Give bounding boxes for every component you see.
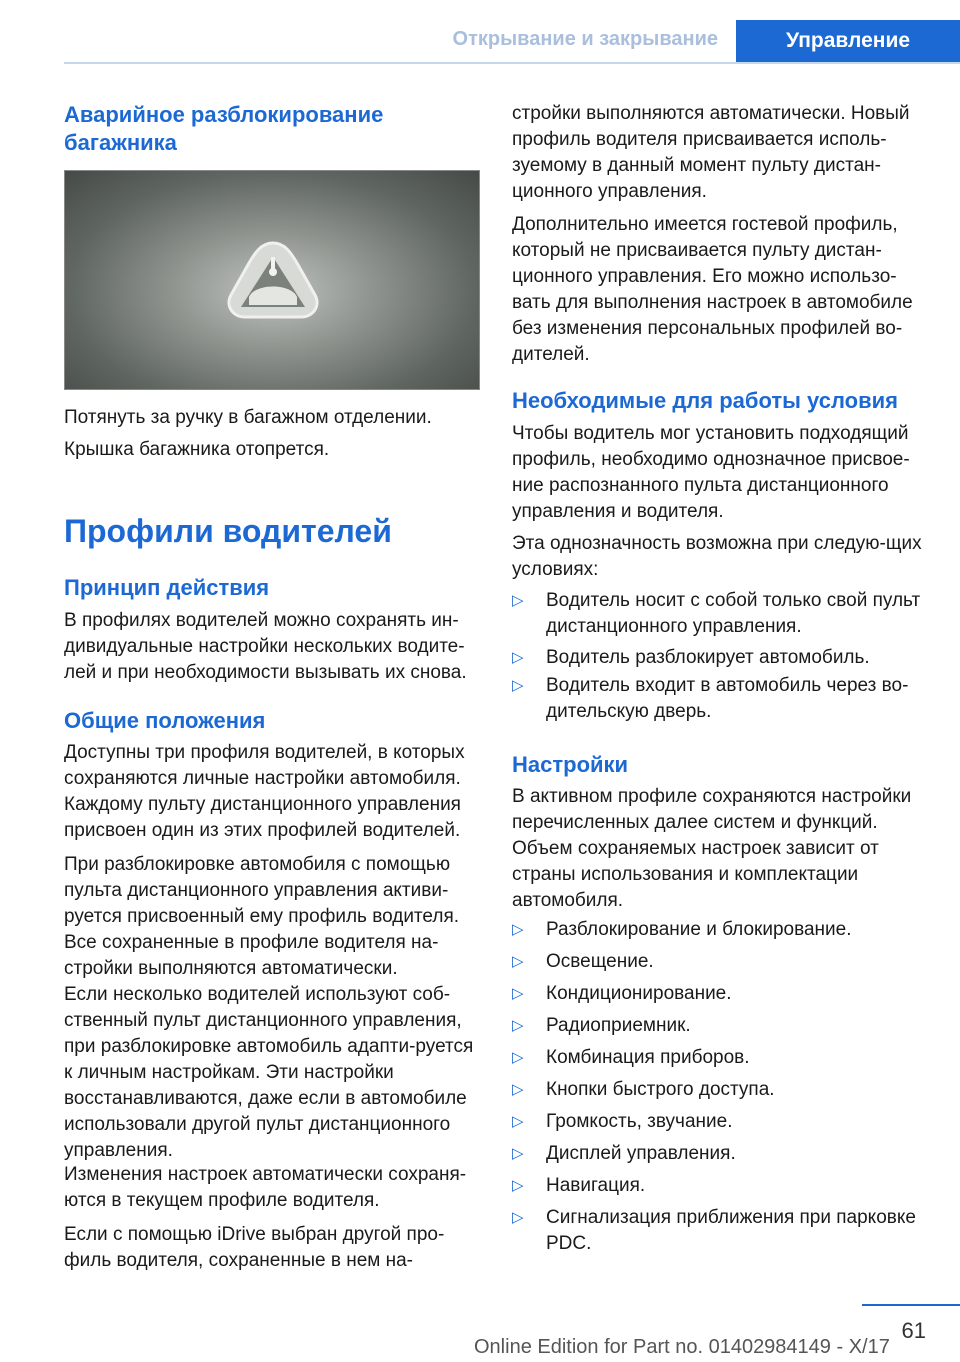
heading-general: Общие положения [64, 708, 266, 733]
triangle-right-icon: ▷ [512, 1145, 524, 1162]
paragraph-guest-profile: Дополнительно имеется гостевой профиль, который не присваивается пульту дистан-ционного управления. Его можно использо-вать для выполнения настроек в автомобиле без изменения персональных профилей во-дителей. [512, 214, 913, 365]
list-item: ▷ Громкость, звучание. [512, 1109, 928, 1135]
list-item: ▷ Сигнализация приближения при парковке PDC. [512, 1207, 916, 1254]
triangle-right-icon: ▷ [512, 1081, 524, 1098]
list-item: ▷ Радиоприемник. [512, 1013, 928, 1039]
triangle-right-icon: ▷ [512, 985, 524, 1002]
list-item: ▷ Водитель входит в автомобиль через во-дительскую дверь. [512, 675, 909, 722]
triangle-right-icon: ▷ [512, 1049, 524, 1066]
paragraph-continued: стройки выполняются автоматически. Новый профиль водителя присваивается исполь-зуемому в данный момент пульту дистан-ционного управления. [512, 103, 910, 202]
edition-note: Online Edition for Part no. 01402984149 - X/17 [474, 1336, 890, 1358]
paragraph-general-3: Если несколько водителей используют соб-ственный пульт дистанционного управления, при разблокировке автомобиль адапти-руется к личным настройкам. Эти настройки восстанавливаются, даже если в автомобиле использовали другой пульт дистанционного управления. [64, 984, 474, 1161]
paragraph-general-4: Изменения настроек автоматически сохраня-ются в текущем профиле водителя. [64, 1164, 467, 1211]
triangle-right-icon: ▷ [512, 1177, 524, 1194]
list-item: ▷ Водитель разблокирует автомобиль. [512, 645, 928, 671]
triangle-right-icon: ▷ [512, 649, 524, 666]
heading-principle: Принцип действия [64, 575, 270, 600]
header-chapter-tab[interactable]: Управление [736, 20, 960, 62]
triangle-right-icon: ▷ [512, 953, 524, 970]
caption-pull-handle: Потянуть за ручку в багажном отделении. [64, 407, 432, 428]
list-item: ▷ Кондиционирование. [512, 981, 928, 1007]
header-rule [64, 62, 960, 64]
list-item: ▷ Водитель носит с собой только свой пульт дистанционного управления. [512, 590, 921, 637]
heading-driver-profiles: Профили водителей [64, 513, 392, 549]
triangle-right-icon: ▷ [512, 1017, 524, 1034]
list-item: ▷ Комбинация приборов. [512, 1045, 928, 1071]
list-item: ▷ Разблокирование и блокирование. [512, 917, 928, 943]
paragraph-general-1: Доступны три профиля водителей, в которых сохраняются личные настройки автомобиля. Каждому пульту дистанционного управления присвоен один из этих профилей водителей. [64, 742, 465, 841]
list-item: ▷ Навигация. [512, 1173, 928, 1199]
triangle-right-icon: ▷ [512, 592, 524, 609]
list-item: ▷ Освещение. [512, 949, 928, 975]
caption-trunk-unlocks: Крышка багажника отопрется. [64, 439, 330, 460]
heading-requirements: Необходимые для работы условия [512, 388, 898, 413]
header-section: Открывание и закрывание [452, 28, 718, 50]
paragraph-general-2: При разблокировке автомобиля с помощью пульта дистанционного управления активи-руется присвоенный ему профиль водителя. Все сохраненные в профиле водителя на-стройки выполняются автоматически. [64, 854, 460, 979]
triangle-right-icon: ▷ [512, 677, 524, 694]
triangle-right-icon: ▷ [512, 921, 524, 938]
footer-rule [862, 1304, 960, 1306]
paragraph-requirements-1: Чтобы водитель мог установить подходящий профиль, необходимо однозначное присвое-ние распознанного пульта дистанционного управления и водителя. [512, 423, 910, 522]
paragraph-settings: В активном профиле сохраняются настройки перечисленных далее систем и функций. Объем сохраняемых настроек зависит от страны использования и комплектации автомобиля. [512, 786, 912, 911]
list-item: ▷ Дисплей управления. [512, 1141, 928, 1167]
trunk-release-photo [64, 170, 480, 390]
list-item: ▷ Кнопки быстрого доступа. [512, 1077, 928, 1103]
triangle-right-icon: ▷ [512, 1113, 524, 1130]
paragraph-principle: В профилях водителей можно сохранять ин-дивидуальные настройки нескольких водите-лей и при необходимости вызывать их снова. [64, 610, 467, 683]
paragraph-requirements-2: Эта однозначность возможна при следую-щих условиях: [512, 533, 922, 580]
paragraph-general-5: Если с помощью iDrive выбран другой про-филь водителя, сохраненные в нем на- [64, 1224, 445, 1271]
page-number: 61 [901, 1318, 926, 1343]
trunk-release-handle-icon [65, 171, 480, 390]
heading-trunk-emergency: Аварийное разблокирование багажника [64, 102, 384, 155]
heading-settings: Настройки [512, 752, 629, 777]
triangle-right-icon: ▷ [512, 1209, 524, 1226]
